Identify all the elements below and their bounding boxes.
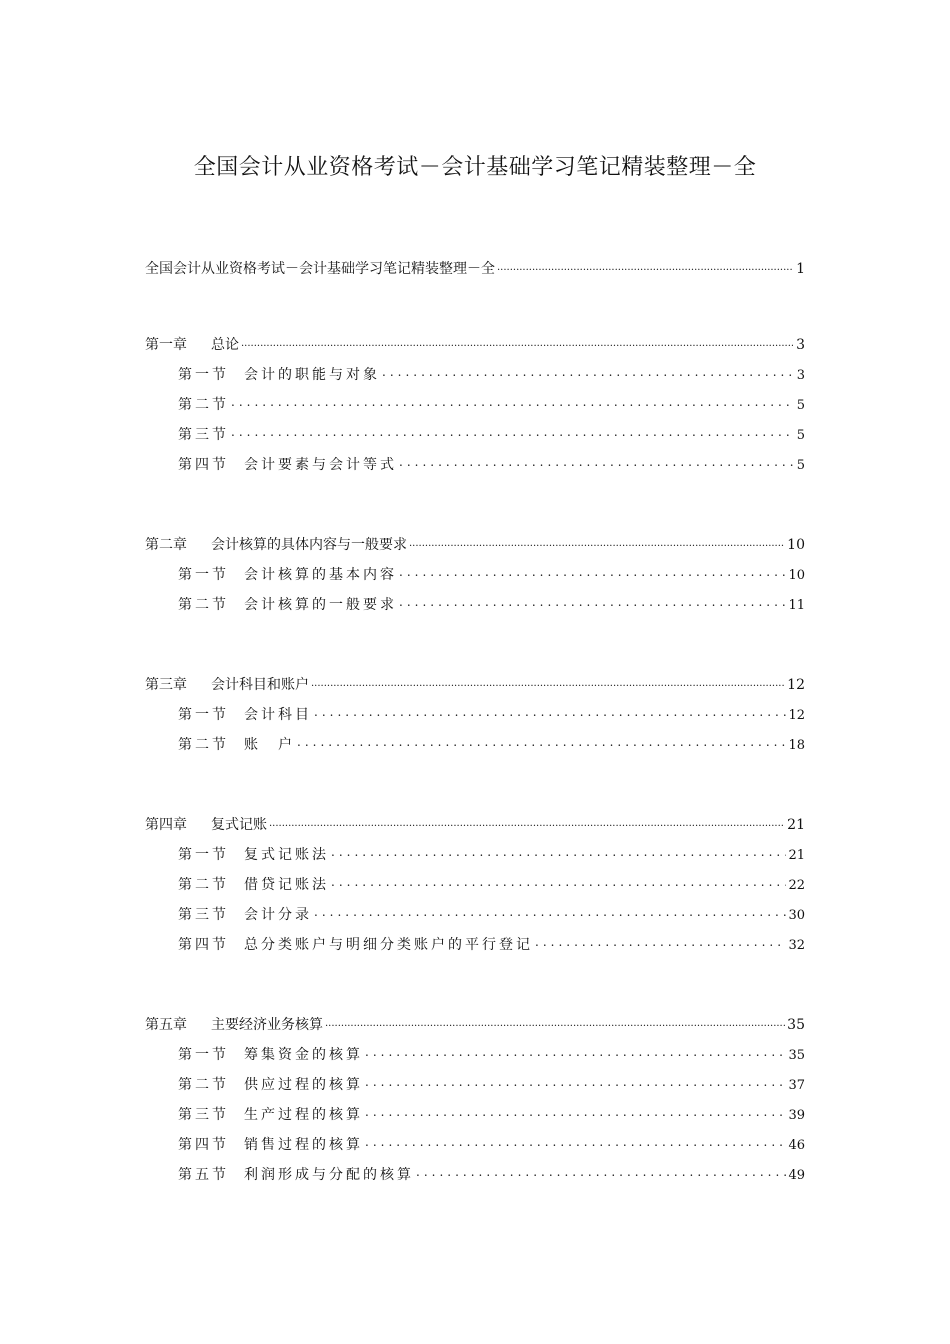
- dot-leader: [314, 897, 786, 927]
- toc-section-entry[interactable]: [145, 1040, 805, 1070]
- toc-page-number: 35: [787, 1017, 805, 1033]
- toc-page-number: 46: [788, 1138, 805, 1153]
- dot-leader: [382, 357, 793, 387]
- toc-section-label: [178, 360, 380, 390]
- section-number: 第二节: [178, 397, 229, 413]
- toc-page-number: 21: [787, 817, 805, 833]
- dot-leader: [535, 927, 786, 957]
- toc-spacer: [145, 284, 805, 330]
- toc-page-number: 3: [796, 368, 805, 383]
- dot-leader: [497, 251, 793, 283]
- chapter-title: 总论: [211, 337, 239, 353]
- chapter-title: 会计科目和账户: [211, 677, 309, 693]
- toc-section-entry[interactable]: [145, 450, 805, 480]
- section-title: 会计核算的一般要求: [244, 597, 397, 613]
- toc-section-entry[interactable]: [145, 360, 805, 390]
- dot-leader: [365, 1127, 786, 1157]
- toc-chapter-entry[interactable]: [145, 330, 805, 360]
- toc-page-number: 10: [788, 568, 805, 583]
- toc-section-label: [178, 1100, 363, 1130]
- toc-section-entry[interactable]: [145, 1130, 805, 1160]
- section-number: 第一节: [178, 847, 229, 863]
- section-title: 筹集资金的核算: [244, 1047, 363, 1063]
- toc-main-entry-label: 全国会计从业资格考试－会计基础学习笔记精装整理－全: [145, 261, 495, 277]
- table-of-contents: [145, 254, 805, 1190]
- toc-page-number: 21: [788, 848, 805, 863]
- dot-leader: [331, 837, 786, 867]
- chapter-number: 第四章: [145, 817, 187, 833]
- toc-section-entry[interactable]: [145, 930, 805, 960]
- toc-section-label: [178, 1130, 363, 1160]
- section-title: 利润形成与分配的核算: [244, 1167, 414, 1183]
- toc-page-number: 35: [788, 1048, 805, 1063]
- dot-leader: [399, 557, 786, 587]
- dot-leader: [314, 697, 786, 727]
- toc-section-entry[interactable]: [145, 1100, 805, 1130]
- toc-section-label: [178, 730, 295, 760]
- chapter-number: 第二章: [145, 537, 187, 553]
- toc-section-label: [178, 1040, 363, 1070]
- section-title: 生产过程的核算: [244, 1107, 363, 1123]
- section-title: 借贷记账法: [244, 877, 329, 893]
- toc-page-number: 10: [787, 537, 805, 553]
- section-title: 会计的职能与对象: [244, 367, 380, 383]
- dot-leader: [365, 1097, 786, 1127]
- section-number: 第一节: [178, 567, 229, 583]
- toc-chapter-entry[interactable]: [145, 1010, 805, 1040]
- section-title: 复式记账法: [244, 847, 329, 863]
- chapter-number: 第一章: [145, 337, 187, 353]
- toc-section-entry[interactable]: [145, 1070, 805, 1100]
- toc-page-number: 18: [788, 738, 805, 753]
- section-number: 第三节: [178, 1107, 229, 1123]
- toc-section-label: [178, 590, 397, 620]
- section-title: 账 户: [244, 737, 295, 753]
- chapter-title: 主要经济业务核算: [211, 1017, 323, 1033]
- toc-section-label: [178, 560, 397, 590]
- section-number: 第二节: [178, 1077, 229, 1093]
- toc-page-number: 5: [796, 428, 805, 443]
- section-title: 会计核算的基本内容: [244, 567, 397, 583]
- toc-chapter-entry[interactable]: [145, 810, 805, 840]
- toc-section-label: [178, 420, 229, 450]
- toc-chapter-entry[interactable]: [145, 670, 805, 700]
- toc-spacer: [145, 760, 805, 810]
- dot-leader: [365, 1037, 786, 1067]
- document-title: 全国会计从业资格考试－会计基础学习笔记精装整理－全: [193, 155, 757, 180]
- toc-section-entry[interactable]: [145, 390, 805, 420]
- toc-section-label: [178, 1070, 363, 1100]
- section-number: 第一节: [178, 1047, 229, 1063]
- section-title: 销售过程的核算: [244, 1137, 363, 1153]
- chapter-number: 第三章: [145, 677, 187, 693]
- toc-page-number: 11: [788, 598, 805, 613]
- toc-section-label: [178, 930, 533, 960]
- toc-section-label: [178, 900, 312, 930]
- toc-section-entry[interactable]: [145, 840, 805, 870]
- section-title: 会计要素与会计等式: [244, 457, 397, 473]
- toc-page-number: 39: [788, 1108, 805, 1123]
- section-title: 会计科目: [244, 707, 312, 723]
- toc-main-entry[interactable]: [145, 254, 805, 284]
- section-number: 第四节: [178, 1137, 229, 1153]
- toc-section-entry[interactable]: [145, 1160, 805, 1190]
- toc-spacer: [145, 480, 805, 530]
- chapter-number: 第五章: [145, 1017, 187, 1033]
- section-number: 第二节: [178, 737, 229, 753]
- section-number: 第三节: [178, 427, 229, 443]
- dot-leader: [416, 1157, 786, 1187]
- toc-chapter-label: [145, 670, 309, 700]
- dot-leader: [331, 867, 786, 897]
- dot-leader: [311, 667, 785, 699]
- toc-page-number: 1: [796, 261, 805, 277]
- section-number: 第三节: [178, 907, 229, 923]
- section-title: 会计分录: [244, 907, 312, 923]
- chapter-title: 复式记账: [211, 817, 267, 833]
- section-number: 第二节: [178, 597, 229, 613]
- dot-leader: [399, 587, 786, 617]
- toc-page-number: 12: [787, 677, 805, 693]
- chapter-title: 会计核算的具体内容与一般要求: [211, 537, 407, 553]
- toc-page-number: 30: [788, 908, 805, 923]
- toc-section-entry[interactable]: [145, 900, 805, 930]
- toc-section-label: [178, 450, 397, 480]
- section-number: 第五节: [178, 1167, 229, 1183]
- toc-page-number: 3: [796, 337, 805, 353]
- toc-page-number: 37: [788, 1078, 805, 1093]
- toc-chapter-label: [145, 330, 239, 360]
- toc-page-number: 5: [796, 458, 805, 473]
- dot-leader: [325, 1007, 785, 1039]
- toc-section-entry[interactable]: [145, 730, 805, 760]
- section-title: 总分类账户与明细分类账户的平行登记: [244, 937, 533, 953]
- section-number: 第一节: [178, 707, 229, 723]
- toc-page-number: 22: [788, 878, 805, 893]
- toc-section-entry[interactable]: [145, 870, 805, 900]
- section-title: 供应过程的核算: [244, 1077, 363, 1093]
- toc-chapter-label: [145, 810, 267, 840]
- dot-leader: [269, 807, 785, 839]
- dot-leader: [409, 527, 785, 559]
- toc-page-number: 32: [788, 938, 805, 953]
- toc-section-entry[interactable]: [145, 560, 805, 590]
- toc-section-label: [178, 840, 329, 870]
- toc-section-label: [178, 700, 312, 730]
- toc-chapter-label: [145, 530, 407, 560]
- dot-leader: [231, 387, 793, 417]
- dot-leader: [399, 447, 793, 477]
- section-number: 第四节: [178, 457, 229, 473]
- toc-section-entry[interactable]: [145, 420, 805, 450]
- section-number: 第四节: [178, 937, 229, 953]
- toc-section-entry[interactable]: [145, 590, 805, 620]
- toc-section-label: [178, 390, 229, 420]
- toc-section-entry[interactable]: [145, 700, 805, 730]
- toc-chapter-label: [145, 1010, 323, 1040]
- section-number: 第一节: [178, 367, 229, 383]
- dot-leader: [231, 417, 793, 447]
- toc-page-number: 49: [788, 1168, 805, 1183]
- dot-leader: [241, 327, 793, 359]
- toc-section-label: [178, 870, 329, 900]
- toc-spacer: [145, 620, 805, 670]
- toc-section-label: [178, 1160, 414, 1190]
- section-number: 第二节: [178, 877, 229, 893]
- toc-page-number: 5: [796, 398, 805, 413]
- toc-page-number: 12: [788, 708, 805, 723]
- toc-chapter-entry[interactable]: [145, 530, 805, 560]
- dot-leader: [365, 1067, 786, 1097]
- toc-spacer: [145, 960, 805, 1010]
- dot-leader: [297, 727, 786, 757]
